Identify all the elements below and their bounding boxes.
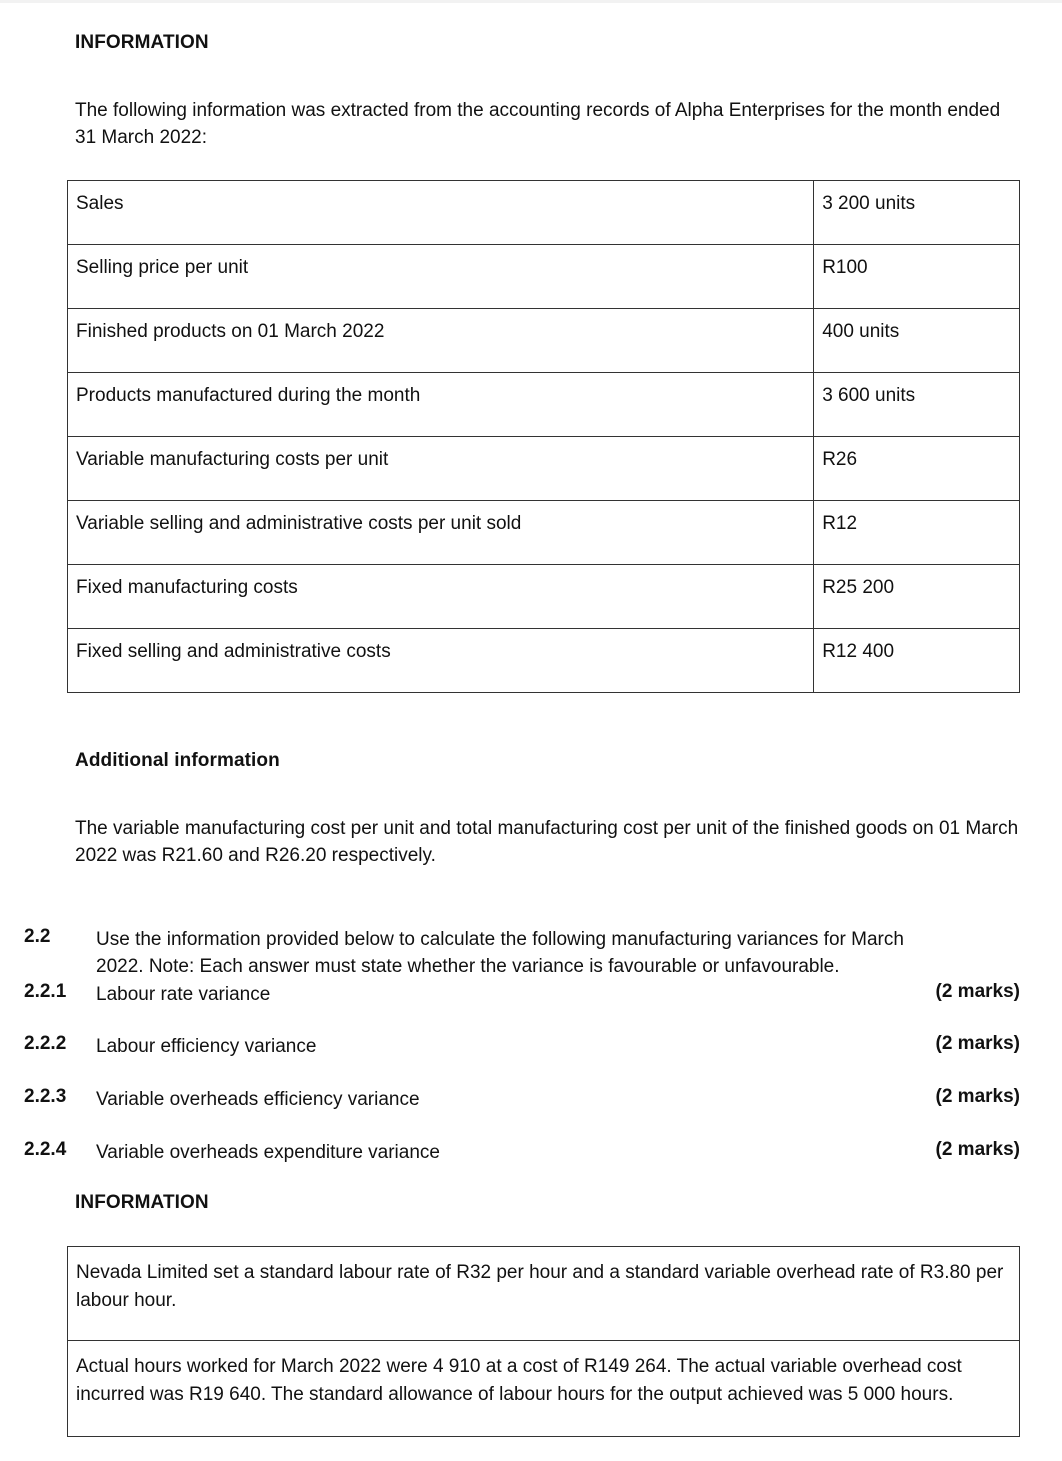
row-value: R100 — [814, 245, 1020, 309]
question-item — [24, 1033, 1020, 1060]
additional-information-text: The variable manufacturing cost per unit and total manufacturing cost per unit of the finished goods on 01 March 2022 was R21.60 and R26.20 respectively. — [75, 818, 1019, 866]
question-text: Use the information provided below to calculate the following manufacturing variances for March 2022. Note: Each answer must state whether the variance is favourable or unfavourable. — [96, 929, 904, 977]
table-row — [68, 629, 1020, 693]
question-2-2 — [24, 926, 1020, 982]
nevada-information-box — [67, 1246, 1020, 1437]
question-item — [24, 981, 1020, 1008]
question-item-number: 2.2.4 — [24, 1139, 67, 1160]
question-item-number: 2.2.3 — [24, 1086, 67, 1107]
table-row — [68, 373, 1020, 437]
alpha-enterprises-table — [67, 180, 1020, 693]
row-value: R12 400 — [814, 629, 1020, 693]
row-label: Fixed selling and administrative costs — [68, 629, 814, 693]
table-row — [68, 501, 1020, 565]
row-label: Products manufactured during the month — [68, 373, 814, 437]
question-number: 2.2 — [24, 926, 51, 947]
question-item-text: Labour efficiency variance — [96, 1036, 317, 1057]
question-item — [24, 1139, 1020, 1166]
row-label: Fixed manufacturing costs — [68, 565, 814, 629]
standard-rates-text: Nevada Limited set a standard labour rate of R32 per hour and a standard variable overhead rate of R3.80 per labour hour. — [68, 1247, 1019, 1341]
row-label: Sales — [68, 181, 814, 245]
question-item-marks: (2 marks) — [935, 1139, 1020, 1160]
question-item-number: 2.2.1 — [24, 981, 67, 1002]
question-item-text: Variable overheads efficiency variance — [96, 1089, 420, 1110]
additional-information-heading: Additional information — [75, 750, 280, 771]
information-heading-2: INFORMATION — [75, 1192, 209, 1213]
row-value: R25 200 — [814, 565, 1020, 629]
question-item-text: Variable overheads expenditure variance — [96, 1142, 440, 1163]
question-item — [24, 1086, 1020, 1113]
question-item-marks: (2 marks) — [935, 1086, 1020, 1107]
row-value: R12 — [814, 501, 1020, 565]
row-value: R26 — [814, 437, 1020, 501]
actual-results-text: Actual hours worked for March 2022 were 4 910 at a cost of R149 264. The actual variable overhead cost incurred was R19 640. The standard allowance of labour hours for the output achieved was 5 000 hours. — [76, 1356, 962, 1405]
top-rule — [0, 0, 1062, 3]
row-label: Variable selling and administrative costs per unit sold — [68, 501, 814, 565]
information-heading: INFORMATION — [75, 32, 209, 53]
question-item-marks: (2 marks) — [935, 981, 1020, 1002]
intro-paragraph: The following information was extracted from the accounting records of Alpha Enterprises for the month ended 31 March 2022: — [75, 100, 1001, 148]
row-label: Selling price per unit — [68, 245, 814, 309]
row-label: Variable manufacturing costs per unit — [68, 437, 814, 501]
question-item-number: 2.2.2 — [24, 1033, 67, 1054]
question-item-text: Labour rate variance — [96, 984, 271, 1005]
table-row — [68, 565, 1020, 629]
row-value: 400 units — [814, 309, 1020, 373]
row-value: 3 200 units — [814, 181, 1020, 245]
row-label: Finished products on 01 March 2022 — [68, 309, 814, 373]
table-row — [68, 181, 1020, 245]
row-value: 3 600 units — [814, 373, 1020, 437]
table-row — [68, 309, 1020, 373]
question-item-marks: (2 marks) — [935, 1033, 1020, 1054]
table-row — [68, 437, 1020, 501]
table-row — [68, 245, 1020, 309]
